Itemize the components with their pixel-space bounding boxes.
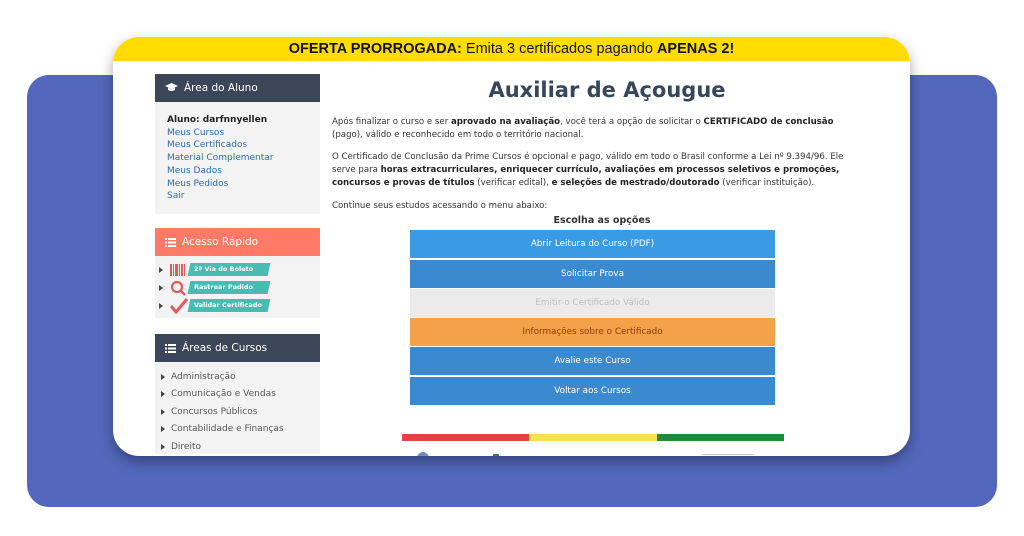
link-meus-dados[interactable]: Meus Dados: [167, 165, 222, 176]
options-title: Escolha as opções: [553, 215, 651, 227]
bullet-icon: [161, 444, 165, 450]
certificate-paragraph: O Certificado de Conclusão da Prime Cursos é opcional e pago, válido em todo o Brasil conforme a Lei nº 9.394/96. Ele serve para horas extracurriculares, enriquecer currículo, avaliações em processos seletivos e promoções, concursos e provas de títulos (verificar edital), e seleções de mestrado/doutorado (verificar instituição).: [332, 152, 844, 188]
main-content: [332, 74, 852, 406]
open-course-pdf-button[interactable]: Abrir Leitura do Curso (PDF): [410, 230, 775, 258]
link-meus-cursos[interactable]: Meus Cursos: [167, 127, 225, 138]
bullet-icon: [161, 374, 165, 380]
rapido-item-validar[interactable]: [159, 297, 320, 314]
aluno-panel-body: [155, 102, 320, 214]
magnifier-icon: [169, 280, 189, 296]
bullet-icon: [161, 409, 165, 415]
bullet-icon: [159, 285, 163, 291]
rastrear-button[interactable]: Rastrear Pedido: [188, 281, 271, 294]
rapido-panel-body: [155, 256, 320, 318]
area-item-comunicacao[interactable]: Comunicação e Vendas: [161, 386, 320, 404]
rapido-item-rastrear[interactable]: [159, 279, 320, 296]
graduation-cap-icon: [165, 83, 178, 93]
link-meus-certificados[interactable]: Meus Certificados: [167, 140, 248, 151]
options-menu: [410, 230, 775, 404]
bullet-icon: [159, 267, 163, 273]
request-exam-button[interactable]: Solicitar Prova: [410, 260, 775, 288]
flag-green: [657, 434, 784, 441]
checkmark-icon: [169, 298, 189, 314]
back-to-courses-button[interactable]: Voltar aos Cursos: [410, 377, 775, 405]
student-name: Aluno: darfnnyellen: [167, 115, 268, 125]
promo-text: Emita 3 certificados pagando: [461, 41, 657, 57]
aluno-panel-title: Área do Aluno: [184, 82, 258, 94]
flag-yellow: [529, 434, 656, 441]
area-item-contabilidade[interactable]: Contabilidade e Finanças: [161, 421, 320, 439]
areas-panel-title: Áreas de Cursos: [182, 342, 268, 354]
link-sair[interactable]: Sair: [167, 191, 185, 202]
continue-text: Continue seus estudos acessando o menu abaixo:: [332, 200, 548, 211]
area-item-administracao[interactable]: Administração: [161, 368, 320, 386]
partial-footer: [403, 450, 783, 456]
intro-paragraph: Após finalizar o curso e ser aprovado na avaliação, você terá a opção de solicitar o CERTIFICADO de conclusão (pago), válido e reconhecido em todo o território nacional.: [332, 117, 834, 140]
bullet-icon: [161, 426, 165, 432]
area-item-direito[interactable]: Direito: [161, 438, 320, 454]
list-icon: [165, 344, 176, 353]
areas-panel-header: [155, 334, 320, 362]
bullet-icon: [159, 303, 163, 309]
rate-course-button[interactable]: Avalie este Curso: [410, 347, 775, 375]
rapido-panel-header: [155, 228, 320, 256]
promo-banner[interactable]: [113, 37, 910, 61]
barcode-icon: [169, 262, 189, 278]
areas-panel-body: [155, 362, 320, 454]
area-item-concursos[interactable]: Concursos Públicos: [161, 403, 320, 421]
rapido-item-boleto[interactable]: [159, 261, 320, 278]
promo-bold-label: OFERTA PRORROGADA:: [288, 41, 462, 57]
flag-stripe: [402, 434, 784, 441]
flag-red: [402, 434, 529, 441]
link-material-complementar[interactable]: Material Complementar: [167, 153, 274, 164]
promo-bold-end: APENAS 2!: [656, 41, 735, 57]
aluno-panel-header: [155, 74, 320, 102]
page-title: Auxiliar de Açougue: [488, 78, 726, 102]
browser-card: [113, 37, 910, 456]
bullet-icon: [161, 391, 165, 397]
link-meus-pedidos[interactable]: Meus Pedidos: [167, 178, 229, 189]
rapido-panel-title: Acesso Rápido: [182, 236, 259, 248]
certificate-info-button[interactable]: Informações sobre o Certificado: [410, 318, 775, 346]
boleto-button[interactable]: 2ª Via do Boleto: [188, 263, 271, 276]
list-icon: [165, 238, 176, 247]
sidebar: [155, 74, 320, 454]
issue-certificate-button[interactable]: Emitir o Certificado Válido: [410, 289, 775, 317]
validar-button[interactable]: Validar Certificado: [188, 299, 271, 312]
